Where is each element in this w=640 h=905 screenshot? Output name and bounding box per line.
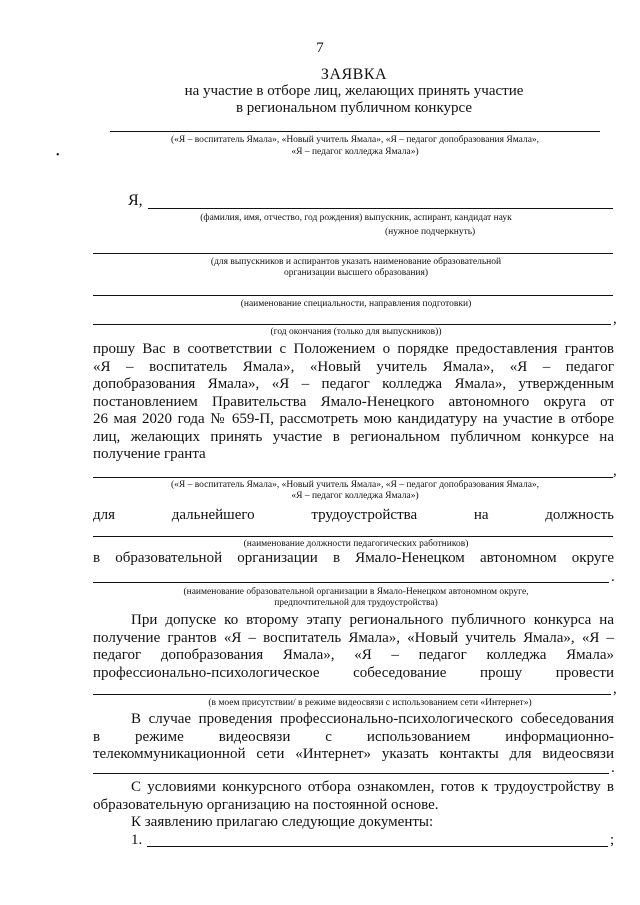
interview-hint: (в моем присутствии/ в режиме видеосвязи с использованием сети «Интернет») <box>208 698 532 708</box>
para4-line-1: С условиями конкурсного отбора ознакомлен, готов к трудоустройству в <box>131 779 614 795</box>
docs-intro: К заявлению прилагаю следующие документы: <box>131 814 434 830</box>
comma: , <box>613 311 617 327</box>
education-org-hint-1: (для выпускников и аспирантов указать наименование образовательной <box>210 257 502 267</box>
grant-names-hint-1: («Я – воспитатель Ямала», «Новый учитель Ямала», «Я – педагог допобразования Ямала», <box>170 135 540 145</box>
period: . <box>611 760 615 776</box>
grant-names-hint-2: «Я – педагог колледжа Ямала») <box>291 147 419 157</box>
page-number: 7 <box>316 40 324 56</box>
org-hint-1: (наименование образовательной организации в Ямало-Ненецком автономном округе, <box>183 587 529 597</box>
organization-field[interactable] <box>93 582 609 583</box>
para1-line: допобразования Ямала», «Я – педагог колледжа Ямала», утвержденным <box>93 376 614 392</box>
employment-line: для дальнейшего трудоустройства на должность <box>93 507 614 523</box>
para3-line: в режиме видеосвязи с использованием информационно- <box>93 728 614 745</box>
para1-line: лиц, желающих принять участие в региональном публичном конкурсе на <box>93 428 614 445</box>
position-field[interactable] <box>93 536 613 537</box>
grant-names-hint-b2: «Я – педагог колледжа Ямала») <box>291 491 419 501</box>
para2-line: получение грантов «Я – воспитатель Ямала», «Новый учитель Ямала», «Я – <box>93 629 614 646</box>
period: . <box>611 569 615 585</box>
comma: , <box>613 681 617 697</box>
education-org-hint-2: организации высшего образования) <box>283 268 429 278</box>
para1-last-line: получение гранта <box>93 446 206 462</box>
grant-name-field[interactable] <box>110 131 600 132</box>
ya-label: Я, <box>128 192 143 209</box>
para2-line: При допуске ко второму этапу регионального публичного конкурса на <box>131 612 614 628</box>
para2-line: педагог допобразования Ямала», «Я – педагог колледжа Ямала» <box>93 647 614 663</box>
graduation-year-field[interactable] <box>93 324 611 325</box>
semicolon: ; <box>610 832 615 848</box>
para1-line: «Я – воспитатель Ямала», «Новый учитель Ямала», «Я – педагог <box>93 358 614 375</box>
grant-names-hint-b1: («Я – воспитатель Ямала», «Новый учитель Ямала», «Я – педагог допобразования Ямала», <box>170 480 540 490</box>
para3-line: телекоммуникационной сети «Интернет» указать контакты для видеосвязи <box>93 746 614 762</box>
position-hint: (наименование должности педагогических работников) <box>243 539 469 549</box>
subtitle-line-2: в региональном публичном конкурсе <box>235 100 473 116</box>
contacts-field[interactable] <box>93 773 609 774</box>
specialty-field[interactable] <box>93 295 613 296</box>
para1-line: прошу Вас в соответствии с Положением о порядке предоставления грантов <box>93 341 614 357</box>
fio-field[interactable] <box>148 208 613 209</box>
comma: , <box>613 463 617 479</box>
para1-line: 26 мая 2020 года № 659-П, рассмотреть мою кандидатуру на участие в отборе <box>93 411 614 427</box>
graduation-year-hint: (год окончания (только для выпускников)) <box>270 327 442 337</box>
fio-hint: (фамилия, имя, отчество, год рождения) выпускник, аспирант, кандидат наук <box>200 213 512 223</box>
para2-line: профессионально-психологическое собеседование прошу провести <box>93 664 614 681</box>
underline-hint: (нужное подчеркнуть) <box>385 227 476 237</box>
education-org-field[interactable] <box>93 253 613 254</box>
specialty-hint: (наименование специальности, направления подготовки) <box>240 299 472 309</box>
para1-line: постановлением Правительства Ямало-Ненецкого автономного округа от <box>93 393 614 410</box>
org-hint-2: предпочтительной для трудоустройства) <box>274 598 438 608</box>
subtitle-line-1: на участие в отборе лиц, желающих принять участие <box>184 83 524 99</box>
para4-line-2: образовательную организацию на постоянной основе. <box>93 796 439 813</box>
para3-line: В случае проведения профессионально-психологического собеседования <box>131 711 614 727</box>
document-title: ЗАЯВКА <box>320 66 388 83</box>
interview-mode-field[interactable] <box>93 694 611 695</box>
document-1-field[interactable] <box>147 846 608 847</box>
org-line: в образовательной организации в Ямало-Ненецком автономном округе <box>93 550 614 566</box>
stray-mark: • <box>56 150 60 161</box>
grant-selection-field[interactable] <box>93 477 613 478</box>
doc-item-number: 1. <box>131 832 143 848</box>
